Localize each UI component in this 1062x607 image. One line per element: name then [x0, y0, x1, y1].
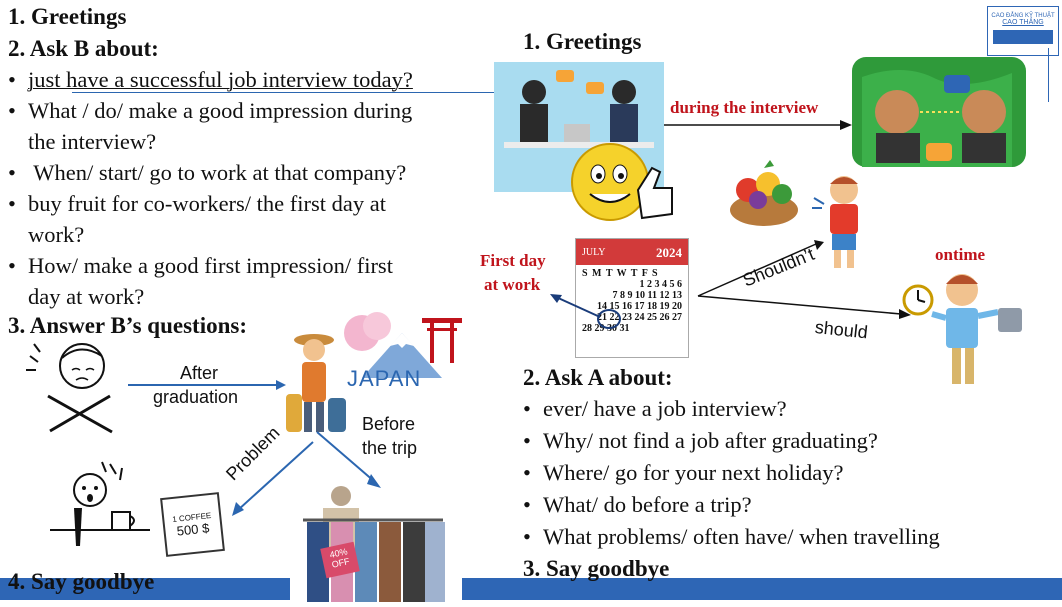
calendar-row: 1 2 3 4 5 6	[639, 279, 682, 290]
connector-line	[72, 92, 502, 93]
before-label-line1: Before	[362, 414, 416, 434]
calendar-row: 21 22 23 24 25 26 27	[597, 312, 682, 323]
list-item: • Why/ not find a job after graduating?	[523, 428, 878, 453]
problem-label: Problem	[222, 422, 284, 485]
calendar-row: 28 29 30 31	[582, 323, 630, 334]
list-item: • buy fruit for co-workers/ the first day at	[8, 191, 387, 216]
coffee-sign-price: 500 $	[176, 520, 210, 539]
right-heading-goodbye: 3. Say goodbye	[523, 556, 670, 581]
before-label-line2: the trip	[362, 438, 418, 458]
sale-tag-off: OFF	[330, 556, 351, 570]
list-item: • When/ start/ go to work at that company?	[8, 160, 407, 185]
left-heading-greetings: 1. Greetings	[8, 4, 127, 29]
list-item: • just have a successful job interview today?	[8, 67, 413, 92]
list-item: • Where/ go for your next holiday?	[523, 460, 844, 485]
should-label: should	[813, 317, 869, 343]
japan-label: JAPAN	[347, 366, 422, 391]
list-item: day at work?	[28, 284, 145, 309]
first-day-label-line2: at work	[484, 275, 541, 294]
logo-line1: CAO ĐẲNG KỸ THUẬT	[991, 13, 1055, 19]
businessman-clock-illustration	[900, 268, 1030, 388]
left-heading-ask-b: 2. Ask B about:	[8, 36, 159, 61]
first-day-label-line1: First day	[480, 251, 546, 270]
shouldnt-label: Shouldn’t	[740, 243, 818, 291]
calendar-days-header: S M T W T F S	[582, 268, 659, 279]
left-heading-goodbye: 4. Say goodbye	[8, 569, 155, 594]
calendar-month: JULY	[582, 247, 606, 258]
during-interview-label: during the interview	[670, 98, 819, 117]
list-item: • ever/ have a job interview?	[523, 396, 787, 421]
left-heading-answer-b: 3. Answer B’s questions:	[8, 313, 247, 338]
coffee-price-sign	[160, 492, 225, 557]
list-item: • How/ make a good first impression/ first	[8, 253, 393, 278]
calendar-year: 2024	[656, 245, 682, 260]
coffee-sign-item: 1 COFFEE	[171, 511, 212, 525]
left-question-list	[8, 64, 478, 312]
right-heading-ask-a: 2. Ask A about:	[523, 365, 673, 390]
calendar-header	[576, 243, 688, 265]
list-item: the interview?	[28, 129, 157, 154]
first-day-arrow	[548, 293, 603, 323]
sale-tag-percent: 40%	[328, 546, 349, 560]
after-label-line1: After	[180, 363, 219, 383]
right-heading-greetings: 1. Greetings	[523, 29, 642, 54]
clothes-rack-illustration	[293, 480, 453, 607]
after-label-line2: graduation	[153, 387, 239, 407]
ontime-label: ontime	[935, 245, 986, 264]
calendar-row: 7 8 9 10 11 12 13	[612, 290, 682, 301]
list-item: work?	[28, 222, 85, 247]
conversation-illustration	[852, 57, 1026, 167]
thumbs-up-smiley-icon	[568, 140, 678, 225]
during-interview-arrow	[664, 118, 854, 132]
list-item: • What problems/ often have/ when travelling	[523, 524, 940, 549]
after-graduation-arrow	[128, 378, 288, 392]
calendar-row: 14 15 16 17 18 19 20	[597, 301, 682, 312]
logo-line2: CAO THẮNG	[1002, 19, 1044, 26]
worried-man-illustration	[20, 336, 130, 436]
list-item: • What / do/ make a good impression during	[8, 98, 413, 123]
list-item: • What/ do before a trip?	[523, 492, 752, 517]
fruit-basket-illustration	[724, 158, 804, 233]
right-question-list	[523, 393, 1053, 553]
shocked-man-coffee-illustration	[50, 460, 160, 550]
